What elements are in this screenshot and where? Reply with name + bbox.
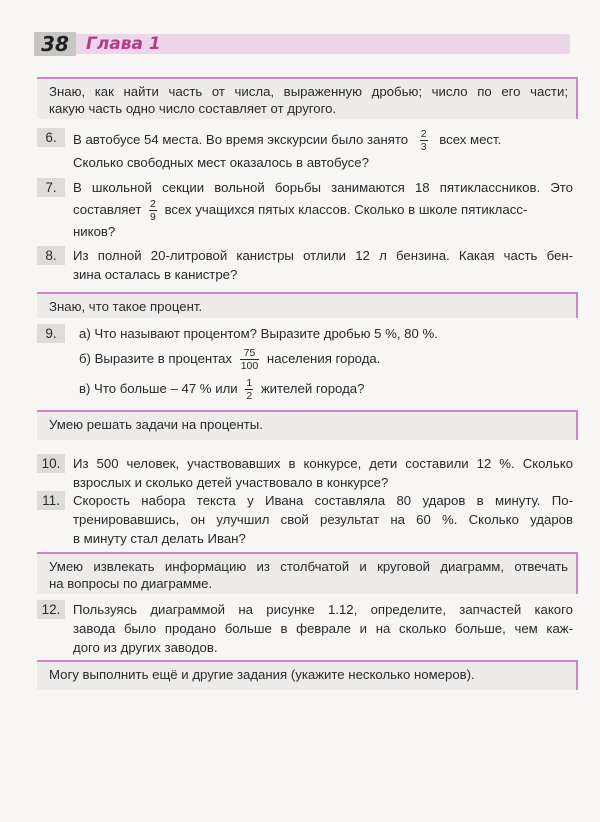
task-line: Скорость набора текста у Ивана составляла 80 ударов в минуту. По- <box>73 493 573 508</box>
task-subitem-a: а) Что называют процентом? Выразите дробью 5 %, 80 %. <box>79 326 438 341</box>
task-text <box>73 128 573 172</box>
competency-section-percent-problems <box>37 410 578 440</box>
task-number: 11. <box>37 491 65 510</box>
competency-section-fractions <box>37 77 578 119</box>
section-line: Умею извлекать информацию из столбчатой и круговой диаграмм, отвечать <box>49 559 568 574</box>
task-text <box>73 491 573 548</box>
competency-section-percent-definition <box>37 292 578 318</box>
task-line: Из полной 20-литровой канистры отлили 12 л бензина. Какая часть бен- <box>73 248 573 263</box>
task-number: 8. <box>37 246 65 265</box>
page-number: 38 <box>34 32 76 56</box>
task-number: 10. <box>37 454 65 473</box>
fraction-one-half: $\frac{1}{2}$ <box>246 377 253 403</box>
task-number: 6. <box>37 128 65 147</box>
task-line: В школьной секции вольной борьбы занимаются 18 пятиклассников. Это <box>73 180 573 195</box>
fraction-two-thirds: $\frac{2}{3}$ <box>420 128 427 153</box>
task-line: тренировавшись, он улучшил свой результат на 60 %. Сколько ударов <box>73 512 573 527</box>
task-line: Из 500 человек, участвовавших в конкурсе, дети составили 12 %. Сколько <box>73 456 573 471</box>
competency-section-other-tasks <box>37 660 578 690</box>
chapter-title: Глава 1 <box>86 34 161 54</box>
task-text <box>73 600 573 657</box>
task-text-part: В автобусе 54 места. Во время экскурсии было занято <box>73 131 409 147</box>
task-text <box>73 454 573 492</box>
task-text-part: в) Что больше – 47 % или <box>79 381 238 396</box>
task-line: взрослых и сколько детей участвовало в конкурсе? <box>73 475 389 490</box>
task-text <box>79 324 579 403</box>
task-line: ников? <box>73 224 116 239</box>
section-line: Знаю, что такое процент. <box>49 299 203 314</box>
task-text-part: всех мест. <box>439 131 502 147</box>
task-number: 7. <box>37 178 65 197</box>
competency-section-diagrams <box>37 552 578 594</box>
task-text-part: населения города. <box>266 351 381 366</box>
fraction-75-100: $\frac{75}{100}$ <box>240 347 259 373</box>
task-text-part: б) Выразите в процентах <box>79 351 233 366</box>
section-line: Умею решать задачи на проценты. <box>49 417 263 432</box>
task-text <box>73 178 573 241</box>
task-line: Пользуясь диаграммой на рисунке 1.12, определите, запчастей какого <box>73 602 573 617</box>
task-text-part: всех учащихся пятых классов. Сколько в школе пятикласс- <box>164 202 528 217</box>
task-line: дого из других заводов. <box>73 640 218 655</box>
task-line: в минуту стал делать Иван? <box>73 531 246 546</box>
task-text-part: жителей города? <box>260 381 365 396</box>
task-line: Сколько свободных мест оказалось в автобусе? <box>73 155 369 170</box>
section-line: на вопросы по диаграмме. <box>49 576 213 591</box>
section-line: Знаю, как найти часть от числа, выраженную дробью; число по его части; <box>49 84 568 99</box>
task-line: зина осталась в канистре? <box>73 267 238 282</box>
fraction-two-ninths: $\frac{2}{9}$ <box>150 198 156 224</box>
task-number: 12. <box>37 600 65 619</box>
task-line: завода было продано больше в феврале и на сколько больше, чем каж- <box>73 621 573 636</box>
section-line: какую часть одно число составляет от другого. <box>49 101 337 116</box>
page-header <box>34 34 570 56</box>
section-line: Могу выполнить ещё и другие задания (укажите несколько номеров). <box>49 667 475 682</box>
task-text <box>73 246 573 284</box>
task-text-part: составляет <box>73 202 142 217</box>
task-number: 9. <box>37 324 65 343</box>
